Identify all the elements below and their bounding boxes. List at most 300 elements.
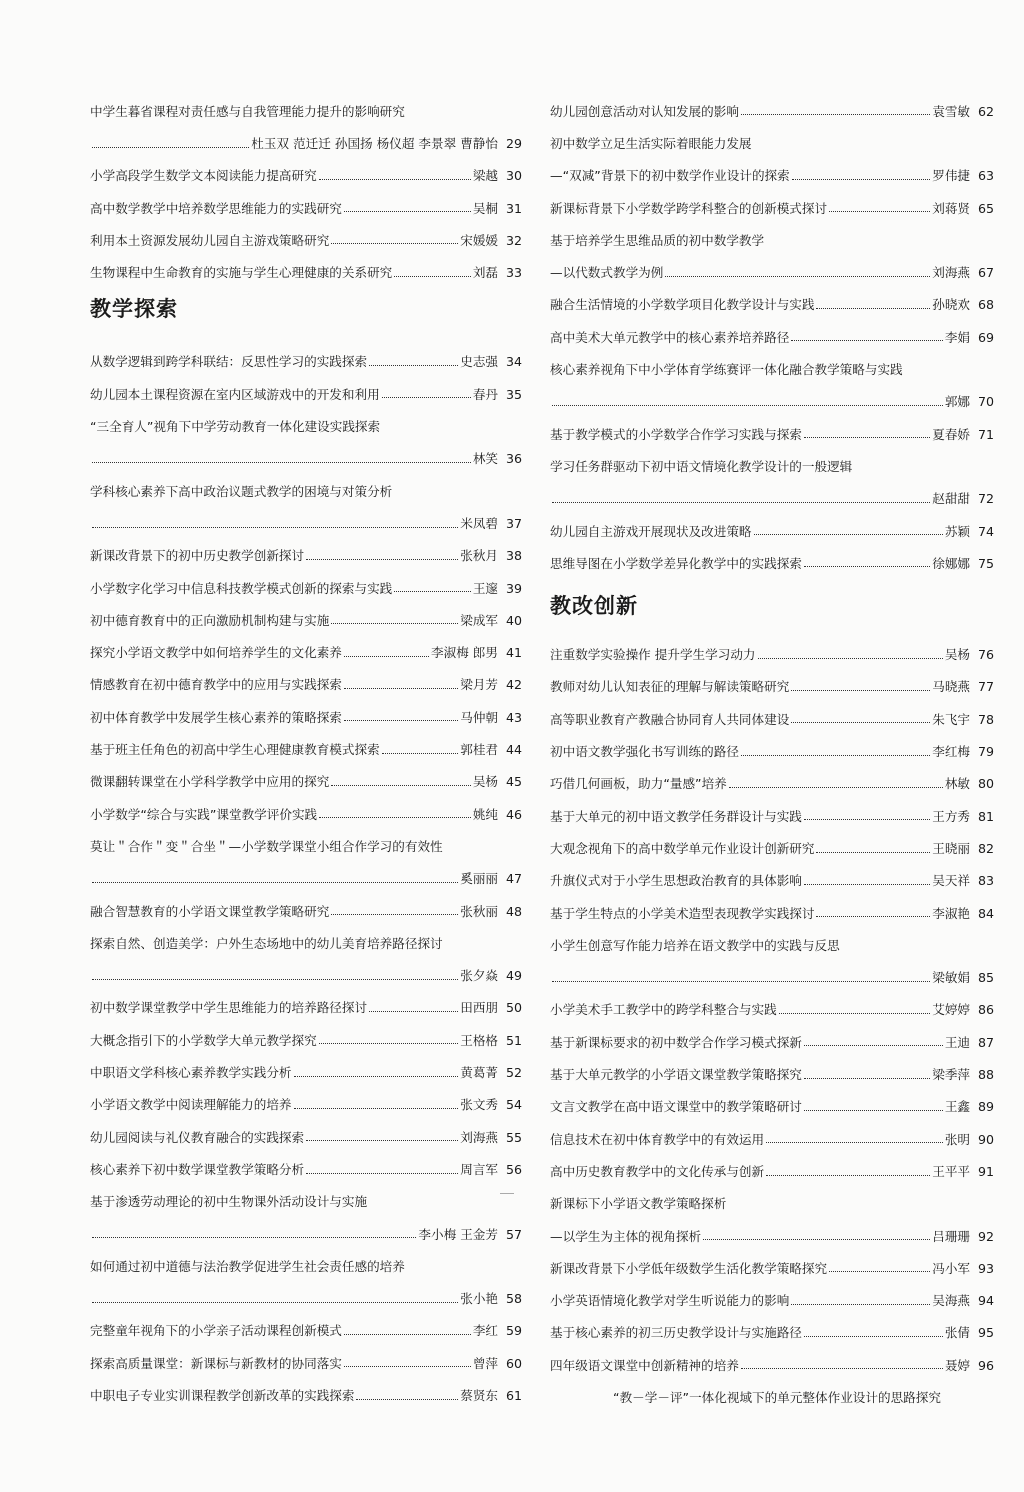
toc-entry [550,1049,994,1081]
entry-author: 吴天祥 [932,873,970,889]
dot-leader [703,1239,930,1240]
entry-page-number: 65 [977,200,994,216]
entry-page-number: 61 [505,1387,522,1403]
toc-entry [90,1015,522,1047]
dot-leader [92,527,458,528]
toc-entry [90,692,522,724]
entry-author: 李红 [472,1323,498,1339]
entry-page-number: 71 [977,426,994,442]
entry-page-number: 50 [505,1000,522,1016]
toc-entry [90,950,522,982]
entry-author: 蔡贤东 [460,1387,498,1403]
entry-author: 王邃 [472,580,498,596]
entry-author: 田西朋 [460,1000,498,1016]
entry-page-number: 34 [505,354,522,370]
entry-author: 梁成军 [460,612,498,628]
dot-leader [804,819,930,820]
entry-title: 幼儿园创意活动对认知发展的影响 [550,103,739,119]
entry-author: 刘海燕 [460,1129,498,1145]
toc-entry [550,888,994,920]
toc-entry [90,854,522,886]
dot-leader [829,211,930,212]
dot-leader [294,1108,459,1109]
toc-entry [90,1241,522,1273]
entry-page-number: 43 [505,709,522,725]
entry-author: 姚纯 [472,806,498,822]
entry-page-number: 68 [977,297,994,313]
entry-page-number: 58 [505,1291,522,1307]
entry-page-number: 55 [505,1129,522,1145]
toc-entry [550,759,994,791]
right-top-list [550,86,994,570]
toc-entry [550,1275,994,1307]
entry-page-number: 78 [977,711,994,727]
entry-title: 初中语文教学强化书写训练的路径 [550,744,739,760]
entry-author: 王方秀 [932,808,970,824]
right-column [550,86,994,1405]
dot-leader [665,276,930,277]
entry-author: 米凤碧 [460,515,498,531]
dot-leader [92,1237,416,1238]
dot-leader [344,688,458,689]
dot-leader [394,591,471,592]
entry-page-number: 95 [977,1325,994,1341]
entry-author: 张倩 [944,1325,970,1341]
entry-title: 四年级语文课堂中创新精神的培养 [550,1357,739,1373]
entry-author: 吴桐 [472,200,498,216]
dot-leader [306,559,458,560]
entry-author: 刘蒋贤 [932,200,970,216]
entry-page-number: 72 [977,491,994,507]
dot-leader [829,1271,930,1272]
dot-leader [741,1368,943,1369]
toc-entry [550,312,994,344]
left-section-list [90,337,522,1403]
dot-leader [791,340,943,341]
divider-mark [500,1193,514,1194]
dot-leader [816,852,930,853]
entry-page-number: 40 [505,612,522,628]
entry-page-number: 87 [977,1034,994,1050]
dot-leader [791,722,930,723]
entry-title: 新课改背景下小学低年级数学生活化教学策略探究 [550,1260,828,1276]
entry-page-number: 93 [977,1260,994,1276]
toc-entry [90,563,522,595]
entry-title: 基于新课标要求的初中数学合作学习模式探新 [550,1034,802,1050]
toc-entry [550,1211,994,1243]
dot-leader [331,243,458,244]
toc-entry [550,409,994,441]
entry-page-number: 83 [977,873,994,889]
entry-page-number: 81 [977,808,994,824]
toc-entry [550,694,994,726]
entry-page-number: 52 [505,1065,522,1081]
entry-author: 梁敏娟 [932,970,970,986]
entry-title: 基于大单元的初中语文教学任务群设计与实践 [550,808,802,824]
toc-entry [550,441,994,473]
entry-title: 思维导图在小学数学差异化教学中的实践探索 [550,555,802,571]
toc-entry [550,1017,994,1049]
toc-entry [90,215,522,247]
entry-author: 冯小军 [932,1260,970,1276]
toc-entry [90,886,522,918]
entry-author: 刘海燕 [932,265,970,281]
toc-entry [550,1308,994,1340]
entry-title: 幼儿园自主游戏开展现状及改进策略 [550,523,752,539]
entry-author: 林笑 [472,451,498,467]
toc-entry [90,724,522,756]
dot-leader [804,1078,930,1079]
entry-title: 小学数字化学习中信息科技教学模式创新的探索与实践 [90,580,393,596]
entry-author: 郭桂君 [460,742,498,758]
toc-entry [90,183,522,215]
toc-entry [550,952,994,984]
entry-author: 艾婷婷 [932,1002,970,1018]
dot-leader [92,1302,458,1303]
entry-title: 注重数学实验操作 提升学生学习动力 [550,647,756,663]
toc-entry [90,1177,522,1209]
toc-entry [550,1146,994,1178]
toc-entry [550,856,994,888]
toc-entry [550,823,994,855]
dot-leader [331,623,458,624]
entry-author: 梁季萍 [932,1067,970,1083]
entry-title: 探索自然、创造美学：户外生态场地中的幼儿美育培养路径探讨 [90,935,443,951]
dot-leader [729,787,943,788]
entry-title: 幼儿园本土课程资源在室内区域游戏中的开发和利用 [90,386,380,402]
entry-page-number: 77 [977,679,994,695]
toc-entry [90,337,522,369]
entry-title: 新课改背景下的初中历史教学创新探讨 [90,548,305,564]
right-section-list [550,629,994,1404]
dot-leader [356,1399,458,1400]
toc-entry [550,1179,994,1211]
toc-entry [90,118,522,150]
toc-entry [90,918,522,950]
toc-entry [550,1340,994,1372]
entry-author: 孙晓欢 [932,297,970,313]
dot-leader [552,405,943,406]
toc-entry [550,1372,994,1404]
toc-entry [550,920,994,952]
entry-page-number: 30 [505,168,522,184]
toc-entry [550,538,994,570]
toc-entry [90,1047,522,1079]
entry-page-number: 39 [505,580,522,596]
entry-page-number: 37 [505,515,522,531]
entry-author: 林敏 [944,776,970,792]
toc-entry [90,1338,522,1370]
entry-title: —“双减”背景下的初中数学作业设计的探索 [550,168,790,184]
entry-author: 周言军 [460,1161,498,1177]
entry-page-number: 29 [505,136,522,151]
dot-leader [92,979,458,980]
entry-author: 张文秀 [460,1097,498,1113]
toc-entry [90,1306,522,1338]
entry-author: 李红梅 [932,744,970,760]
entry-page-number: 47 [505,871,522,887]
entry-author: 奚丽丽 [460,871,498,887]
entry-author: 张秋丽 [460,903,498,919]
entry-page-number: 70 [977,394,994,410]
entry-page-number: 84 [977,905,994,921]
entry-author: 李小梅 王金芳 [418,1226,498,1242]
entry-author: 杜玉双 范迁迁 孙国扬 杨仪超 李景翠 曹静怡 [251,136,498,151]
toc-entry [550,1243,994,1275]
entry-title: 探究小学语文教学中如何培养学生的文化素养 [90,645,342,661]
toc-entry [550,151,994,183]
dot-leader [779,1013,931,1014]
entry-author: 马晓燕 [932,679,970,695]
dot-leader [816,308,930,309]
entry-title: 利用本土资源发展幼儿园自主游戏策略研究 [90,232,330,248]
dot-leader [319,817,471,818]
toc-entry [90,531,522,563]
toc-entry [90,1112,522,1144]
entry-title: 中职语文学科核心素养教学实践分析 [90,1065,292,1081]
entry-author: 张小艳 [460,1291,498,1307]
toc-entry [90,789,522,821]
entry-title: 小学美术手工教学中的跨学科整合与实践 [550,1002,777,1018]
dot-leader [344,720,458,721]
entry-title: 初中德育教育中的正向激励机制构建与实施 [90,612,330,628]
entry-author: 张秋月 [460,548,498,564]
dot-leader [791,1304,930,1305]
entry-title: 情感教育在初中德育教学中的应用与实践探索 [90,677,342,693]
entry-title: 小学语文教学中阅读理解能力的培养 [90,1097,292,1113]
dot-leader [369,1011,458,1012]
dot-leader [804,437,930,438]
dot-leader [319,1043,459,1044]
entry-title: 融合生活情境的小学数学项目化教学设计与实践 [550,297,815,313]
entry-page-number: 86 [977,1002,994,1018]
entry-page-number: 92 [977,1228,994,1244]
dot-leader [816,916,930,917]
entry-title: 大概念指引下的小学数学大单元教学探究 [90,1032,317,1048]
entry-title: —以学生为主体的视角探析 [550,1228,702,1244]
toc-entry [550,215,994,247]
dot-leader [369,365,458,366]
dot-leader [804,566,930,567]
dot-leader [394,276,471,277]
toc-entry [550,344,994,376]
entry-page-number: 69 [977,329,994,345]
toc-entry [90,1144,522,1176]
entry-author: 史志强 [460,354,498,370]
entry-author: 春丹 [472,386,498,402]
toc-entry [550,791,994,823]
entry-author: 徐娜娜 [932,555,970,571]
dot-leader [754,534,943,535]
entry-author: 梁月芳 [460,677,498,693]
entry-author: 王格格 [460,1032,498,1048]
entry-page-number: 41 [505,645,522,661]
dot-leader [331,914,458,915]
toc-entry [90,983,522,1015]
dot-leader [804,1336,943,1337]
dot-leader [92,462,471,463]
entry-page-number: 36 [505,451,522,467]
entry-title: 小学生创意写作能力培养在语文教学中的实践与反思 [550,937,840,953]
dot-leader [92,147,249,148]
entry-author: 郭娜 [944,394,970,410]
entry-page-number: 46 [505,806,522,822]
entry-title: 中学生暮省课程对责任感与自我管理能力提升的影响研究 [90,103,405,119]
toc-entry [550,377,994,409]
entry-page-number: 60 [505,1355,522,1371]
entry-author: 张明 [944,1131,970,1147]
entry-author: 曾萍 [472,1355,498,1371]
toc-entry [90,1209,522,1241]
entry-title: 文言文教学在高中语文课堂中的教学策略研讨 [550,1099,802,1115]
entry-title: 莫让＂合作＂变＂合坐＂—小学数学课堂小组合作学习的有效性 [90,838,443,854]
toc-entry [90,1080,522,1112]
entry-title: 核心素养下初中数学课堂教学策略分析 [90,1161,305,1177]
entry-page-number: 75 [977,555,994,571]
dot-leader [804,1110,943,1111]
entry-page-number: 32 [505,232,522,248]
entry-page-number: 89 [977,1099,994,1115]
entry-page-number: 85 [977,970,994,986]
entry-author: 王迪 [944,1034,970,1050]
entry-author: 李淑艳 [932,905,970,921]
dot-leader [382,397,471,398]
dot-leader [344,211,471,212]
entry-title: 融合智慧教育的小学语文课堂教学策略研究 [90,903,330,919]
dot-leader [792,179,930,180]
entry-page-number: 51 [505,1032,522,1048]
entry-title: 高中历史教育教学中的文化传承与创新 [550,1163,765,1179]
entry-title: 基于学生特点的小学美术造型表现教学实践探讨 [550,905,815,921]
entry-page-number: 91 [977,1163,994,1179]
entry-page-number: 96 [977,1357,994,1373]
entry-author: 吕珊珊 [932,1228,970,1244]
dot-leader [804,884,930,885]
entry-title: 小学英语情境化教学对学生听说能力的影响 [550,1293,790,1309]
entry-title: 高中数学教学中培养数学思维能力的实践研究 [90,200,342,216]
dot-leader [319,179,471,180]
entry-title: 新课标下小学语文教学策略探析 [550,1196,727,1212]
entry-page-number: 45 [505,774,522,790]
toc-entry [550,985,994,1017]
dot-leader [766,1142,943,1143]
entry-author: 聂婷 [944,1357,970,1373]
dot-leader [306,1140,458,1141]
entry-author: 梁越 [472,168,498,184]
toc-entry [90,151,522,183]
toc-entry [90,1273,522,1305]
entry-author: 王晓丽 [932,840,970,856]
entry-page-number: 33 [505,265,522,281]
entry-title: 基于教学模式的小学数学合作学习实践与探索 [550,426,802,442]
dot-leader [331,785,471,786]
toc-entry [550,662,994,694]
toc-entry [550,726,994,758]
toc-entry [550,506,994,538]
entry-title: 基于班主任角色的初高中学生心理健康教育模式探索 [90,742,380,758]
entry-author: 罗伟捷 [932,168,970,184]
entry-author: 李娟 [944,329,970,345]
entry-title: 核心素养视角下中小学体育学练赛评一体化融合教学策略与实践 [550,362,903,378]
entry-page-number: 49 [505,968,522,984]
entry-page-number: 31 [505,200,522,216]
toc-entry [90,1370,522,1402]
dot-leader [552,502,930,503]
entry-title: 学习任务群驱动下初中语文情境化教学设计的一般逻辑 [550,458,853,474]
entry-page-number: 57 [505,1226,522,1242]
toc-entry [550,629,994,661]
entry-title: 新课标背景下小学数学跨学科整合的创新模式探讨 [550,200,828,216]
entry-page-number: 59 [505,1323,522,1339]
entry-page-number: 94 [977,1293,994,1309]
dot-leader [92,882,458,883]
entry-author: 赵甜甜 [932,491,970,507]
entry-title: 学科核心素养下高中政治议题式教学的困境与对策分析 [90,483,393,499]
entry-title: 教师对幼儿认知表征的理解与解读策略研究 [550,679,790,695]
entry-page-number: 48 [505,903,522,919]
entry-page-number: 42 [505,677,522,693]
section-title-reform-innovation: 教改创新 [550,593,638,618]
entry-title: 初中数学课堂教学中学生思维能力的培养路径探讨 [90,1000,368,1016]
entry-author: 夏春娇 [932,426,970,442]
toc-entry [550,86,994,118]
entry-title: 探索高质量课堂：新课标与新教材的协同落实 [90,1355,342,1371]
entry-title: 巧借几何画板，助力“量感”培养 [550,776,727,792]
entry-page-number: 56 [505,1161,522,1177]
dot-leader [741,114,930,115]
entry-title: 升旗仪式对于小学生思想政治教育的具体影响 [550,873,802,889]
toc-entry [90,466,522,498]
toc-entry [90,660,522,692]
entry-page-number: 38 [505,548,522,564]
entry-page-number: 76 [977,647,994,663]
entry-page-number: 67 [977,265,994,281]
entry-title: 基于大单元教学的小学语文课堂教学策略探究 [550,1067,802,1083]
entry-author: 宋媛媛 [460,232,498,248]
toc-entry [550,1114,994,1146]
entry-title: 大观念视角下的高中数学单元作业设计创新研究 [550,840,815,856]
entry-page-number: 82 [977,840,994,856]
entry-title: 微课翻转课堂在小学科学教学中应用的探究 [90,774,330,790]
toc-entry [550,1082,994,1114]
entry-title: 基于渗透劳动理论的初中生物课外活动设计与实施 [90,1194,368,1210]
entry-page-number: 44 [505,742,522,758]
entry-page-number: 35 [505,386,522,402]
entry-title: 幼儿园阅读与礼仪教育融合的实践探索 [90,1129,305,1145]
entry-title: 小学高段学生数学文本阅读能力提高研究 [90,168,317,184]
dot-leader [344,1366,471,1367]
dot-leader [294,1076,459,1077]
entry-title: 完整童年视角下的小学亲子活动课程创新模式 [90,1323,342,1339]
entry-page-number: 90 [977,1131,994,1147]
toc-entry [90,369,522,401]
entry-author: 袁雪敏 [932,103,970,119]
entry-author: 吴杨 [944,647,970,663]
dot-leader [552,981,930,982]
entry-author: 刘磊 [472,265,498,281]
toc-entry [90,86,522,118]
toc-entry [550,247,994,279]
entry-author: 王平平 [932,1163,970,1179]
entry-title: 高中美术大单元教学中的核心素养培养路径 [550,329,790,345]
entry-title: “三全育人”视角下中学劳动教育一体化建设实践探索 [90,419,381,435]
entry-author: 黄葛菁 [460,1065,498,1081]
entry-page-number: 62 [977,103,994,119]
toc-entry [550,280,994,312]
toc-entry [90,821,522,853]
dot-leader [306,1173,458,1174]
toc-entry [90,498,522,530]
